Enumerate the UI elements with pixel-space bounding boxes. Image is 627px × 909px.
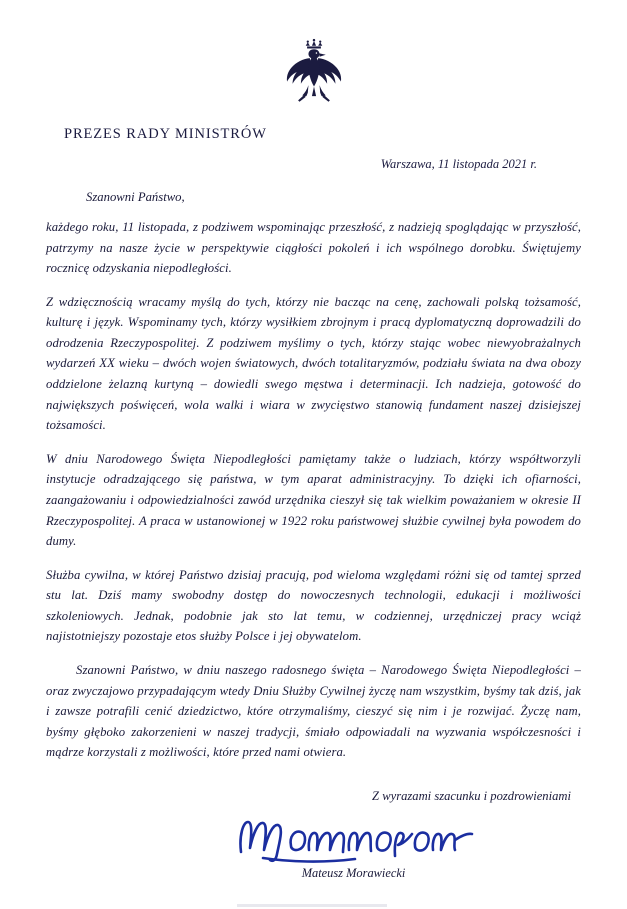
signer-name: Mateusz Morawiecki <box>301 865 406 880</box>
place-and-date: Warszawa, 11 listopada 2021 r. <box>380 157 537 171</box>
signature-container <box>46 806 581 868</box>
letterhead-title: PREZES RADY MINISTRÓW <box>64 126 267 142</box>
footer-divider <box>237 904 387 907</box>
letter-body <box>46 217 581 763</box>
paragraph: W dniu Narodowego Święta Niepodległości pamiętamy także o ludziach, którzy współtworzyli instytucje odradzającego się państwa, w tym aparat administracyjny. To dzięki ich ofiarności, zaangażowaniu i odpowiedzialności zawód urzędnika cieszył się tak wielkim poważaniem w okresie II Rzeczypospolitej. A praca w ustanowionej w 1922 roku państwowej służbie cywilnej była powodem do dumy. <box>46 451 581 549</box>
paragraph: każdego roku, 11 listopada, z podziwem wspominając przeszłość, z nadzieją spoglądając w przyszłość, patrzymy na nasze życie w perspektywie ciągłości pokoleń i ich wspólnego dorobku. Świętujemy rocznicę odzyskania niepodległości. <box>46 220 581 276</box>
closing-phrase: Z wyrazami szacunku i pozdrowieniami <box>372 788 571 803</box>
polish-eagle-crest-icon <box>279 34 349 110</box>
salutation: Szanowni Państwo, <box>86 190 185 204</box>
paragraph: Z wdzięcznością wracamy myślą do tych, którzy nie bacząc na cenę, zachowali polską tożsamość, kulturę i język. Wspominamy tych, którzy wysiłkiem zbrojnym i pracą dyplomatyczną doprowadzili do odrodzenia Rzeczypospolitej. Z podziwem myślimy o tych, którzy stając wobec niewyobrażalnych wydarzeń XX wieku – dwóch wojen światowych, dwóch totalitaryzmów, podziału świata na dwa obozy oddzielone żelazną kurtyną – dowiedli swego męstwa i determinacji. Ich nadzieja, gotowość do największych poświęceń, wola walki i wiara w zwycięstwo stanowią fundament naszej dzisiejszej tożsamości. <box>46 294 581 433</box>
handwritten-signature-icon <box>229 806 479 868</box>
crest-container <box>46 0 581 110</box>
paragraph: Służba cywilna, w której Państwo dzisiaj pracują, pod wieloma względami różni się od tamtej sprzed stu lat. Dziś mamy swobodny dostęp do nowoczesnych technologii, edukacji i możliwości szkoleniowych. Jednak, podobnie jak sto lat temu, w codziennej, urzędniczej pracy wciąż najistotniejszy pozostaje etos służby Polsce i jej obywatelom. <box>46 567 581 644</box>
closing-paragraph: Szanowni Państwo, w dniu naszego radosnego święta – Narodowego Święta Niepodległości – oraz zwyczajowo przypadającym wtedy Dniu Służby Cywilnej życzę nam wszystkim, byśmy tak dziś, jak i zawsze potrafili cenić dziedzictwo, które otrzymaliśmy, cieszyć się nim i je rozwijać. Życzę nam, byśmy głęboko zakorzenieni w naszej tradycji, śmiało odpowiadali na wyzwania współczesności i mądrze korzystali z możliwości, które przed nami otwiera. <box>46 662 581 760</box>
